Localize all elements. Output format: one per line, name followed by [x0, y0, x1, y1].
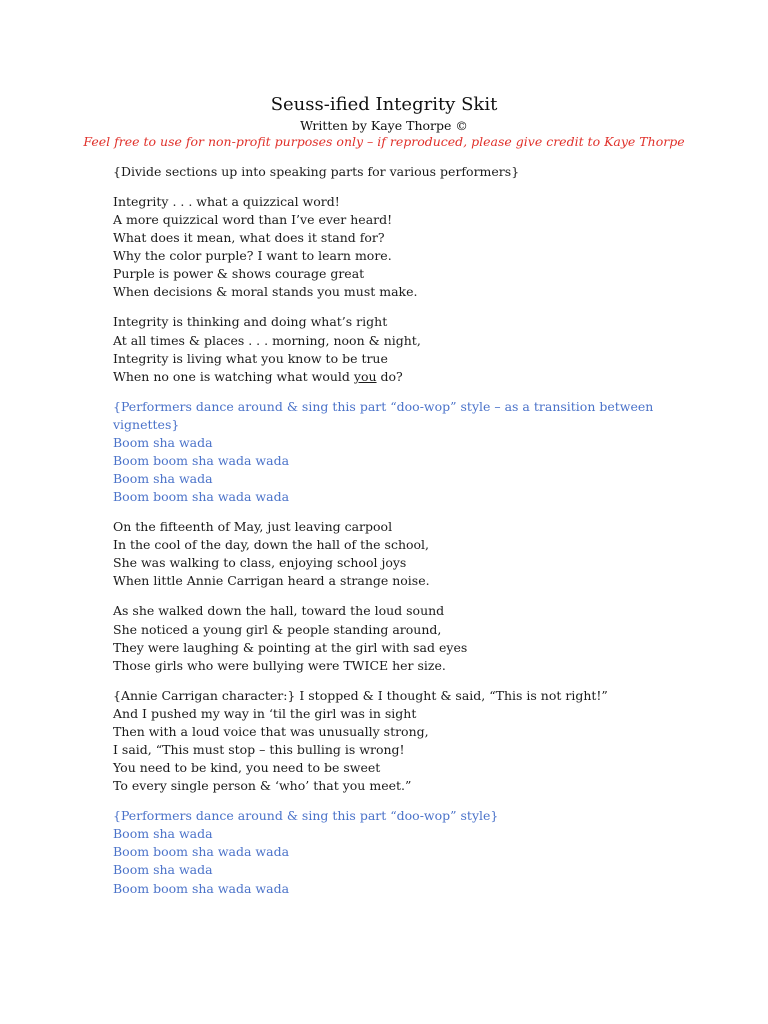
chorus-line: Boom sha wada: [113, 826, 213, 842]
underlined-word: you: [353, 368, 377, 384]
chorus-2: [113, 807, 673, 897]
verse-line: Integrity is living what you know to be true: [113, 350, 388, 366]
chorus-line: Boom sha wada: [113, 434, 213, 450]
stage-direction: {Performers dance around & sing this part “doo-wop” style – as a transition between vignettes}: [113, 398, 654, 432]
skit-body: [113, 163, 673, 910]
verse-line: Purple is power & shows courage great: [113, 266, 365, 282]
verse-line: Those girls who were bullying were TWICE her size.: [113, 657, 446, 673]
verse-line: When decisions & moral stands you must make.: [113, 284, 418, 300]
verse-line: When little Annie Carrigan heard a strange noise.: [113, 573, 430, 589]
verse-line: What does it mean, what does it stand for?: [113, 230, 385, 246]
verse-line: Why the color purple? I want to learn more.: [113, 248, 392, 264]
verse-line-with-emphasis: [113, 368, 673, 386]
verse-line: And I pushed my way in ‘til the girl was in sight: [113, 705, 417, 721]
verse-line: Integrity is thinking and doing what’s right: [113, 314, 388, 330]
verse-line: To every single person & ‘who’ that you meet.”: [113, 778, 412, 794]
verse-line: She noticed a young girl & people standing around,: [113, 621, 442, 637]
usage-notice: Feel free to use for non-profit purposes only – if reproduced, please give credit to Kaye Thorpe: [83, 134, 685, 149]
chorus-line: Boom boom sha wada wada: [113, 489, 290, 505]
verse-line: Then with a loud voice that was unusually strong,: [113, 723, 429, 739]
stanza-4: [113, 602, 673, 674]
verse-line: Integrity . . . what a quizzical word!: [113, 193, 340, 209]
verse-line: As she walked down the hall, toward the loud sound: [113, 603, 445, 619]
stanza-1: [113, 193, 673, 302]
verse-text: When no one is watching what would: [113, 368, 354, 384]
verse-line: On the fifteenth of May, just leaving carpool: [113, 519, 393, 535]
verse-line: At all times & places . . . morning, noon & night,: [113, 332, 421, 348]
verse-line: A more quizzical word than I’ve ever heard!: [113, 212, 393, 228]
chorus-line: Boom boom sha wada wada: [113, 880, 290, 896]
chorus-1: [113, 398, 673, 507]
verse-line: She was walking to class, enjoying school joys: [113, 555, 407, 571]
author-byline: Written by Kaye Thorpe ©: [300, 118, 468, 133]
chorus-line: Boom boom sha wada wada: [113, 452, 290, 468]
stanza-5: [113, 687, 673, 796]
chorus-line: Boom boom sha wada wada: [113, 844, 290, 860]
verse-line: They were laughing & pointing at the girl with sad eyes: [113, 639, 468, 655]
verse-line: I said, “This must stop – this bulling is wrong!: [113, 741, 405, 757]
intro-direction: [113, 163, 673, 181]
intro-line: {Divide sections up into speaking parts for various performers}: [113, 164, 520, 179]
verse-line: In the cool of the day, down the hall of the school,: [113, 537, 430, 553]
stanza-3: [113, 518, 673, 590]
verse-line: {Annie Carrigan character:} I stopped & I thought & said, “This is not right!”: [113, 687, 608, 703]
document-title: Seuss-ified Integrity Skit: [270, 94, 498, 115]
verse-line: You need to be kind, you need to be sweet: [113, 760, 381, 776]
stage-direction: {Performers dance around & sing this part “doo-wop” style}: [113, 808, 499, 824]
chorus-line: Boom sha wada: [113, 862, 213, 878]
verse-text: do?: [376, 368, 403, 384]
chorus-line: Boom sha wada: [113, 471, 213, 487]
stanza-2: [113, 313, 673, 385]
